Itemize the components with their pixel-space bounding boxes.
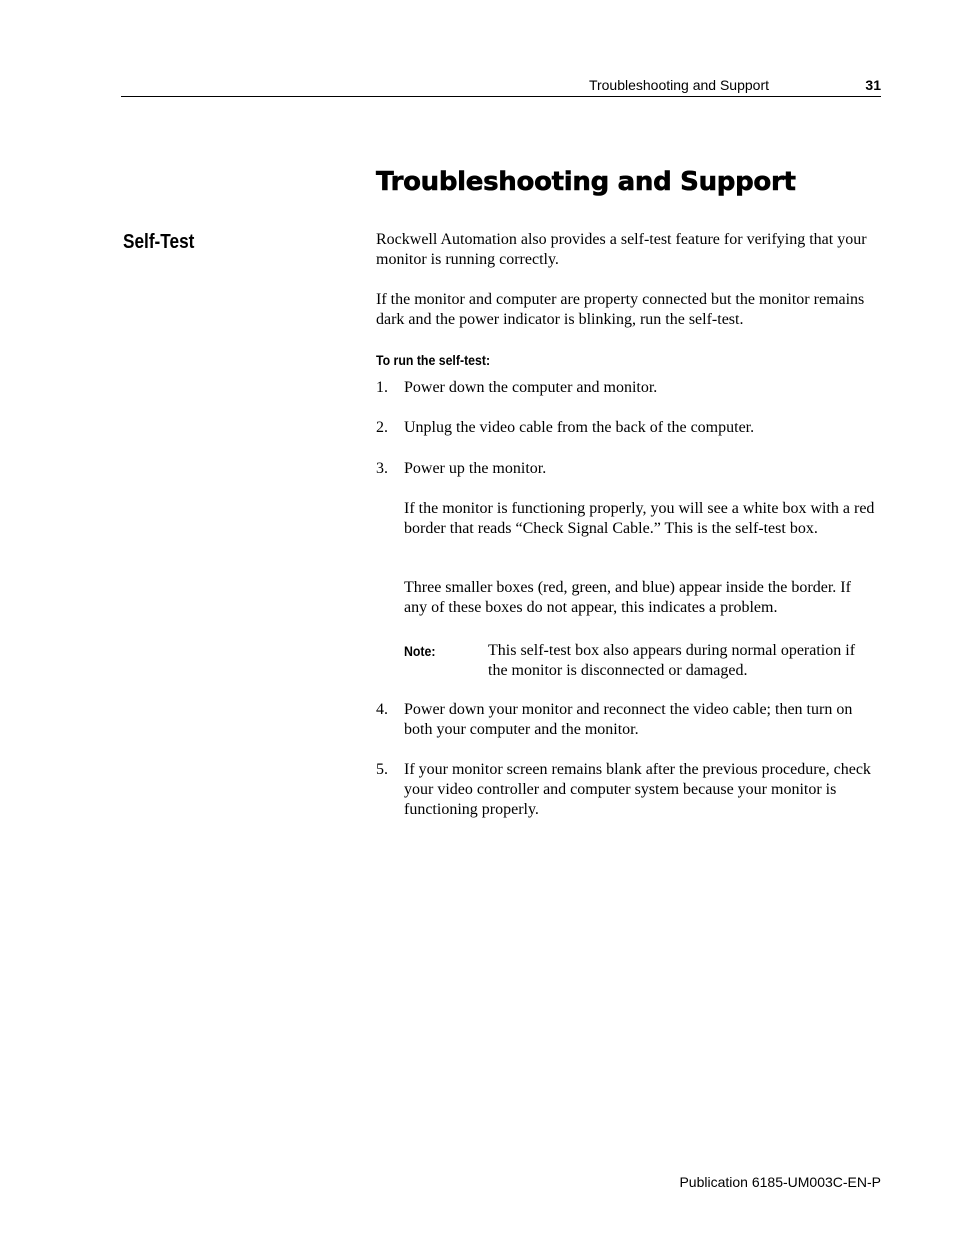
step-number: 5. xyxy=(376,761,388,778)
step3-detail-paragraph: If the monitor is functioning properly, you will see a white box with a red border that reads “Check Signal Cable.” This is the self-test box. xyxy=(404,500,875,537)
intro-paragraph: Rockwell Automation also provides a self-test feature for verifying that your monitor is running correctly. xyxy=(376,231,867,268)
step-text: Power down your monitor and reconnect the video cable; then turn on both your computer and the monitor. xyxy=(404,701,853,738)
running-header xyxy=(121,76,881,97)
step-text: Power down the computer and monitor. xyxy=(404,379,658,396)
header-section-name: Troubleshooting and Support xyxy=(588,77,769,93)
note-text: This self-test box also appears during normal operation if the monitor is disconnected or damaged. xyxy=(488,642,856,679)
step-number: 1. xyxy=(376,379,388,396)
section-heading: Self-Test xyxy=(123,231,195,253)
step-number: 4. xyxy=(376,701,388,718)
step-number: 2. xyxy=(376,419,388,436)
step3-detail-paragraph: Three smaller boxes (red, green, and blue) appear inside the border. If any of these boxes do not appear, this indicates a problem. xyxy=(404,579,851,616)
step-text: If your monitor screen remains blank after the previous procedure, check your video controller and computer system because your monitor is functioning properly. xyxy=(404,761,871,818)
step-text: Unplug the video cable from the back of the computer. xyxy=(404,419,755,436)
publication-footer: Publication 6185-UM003C-EN-P xyxy=(679,1174,881,1190)
chapter-title: Troubleshooting and Support xyxy=(376,167,796,197)
procedure-heading: To run the self-test: xyxy=(376,352,491,368)
condition-paragraph: If the monitor and computer are property connected but the monitor remains dark and the power indicator is blinking, run the self-test. xyxy=(376,291,865,328)
step-number: 3. xyxy=(376,460,388,477)
step-text: Power up the monitor. xyxy=(404,460,547,477)
note-label: Note: xyxy=(404,643,436,659)
page-number: 31 xyxy=(865,77,881,93)
